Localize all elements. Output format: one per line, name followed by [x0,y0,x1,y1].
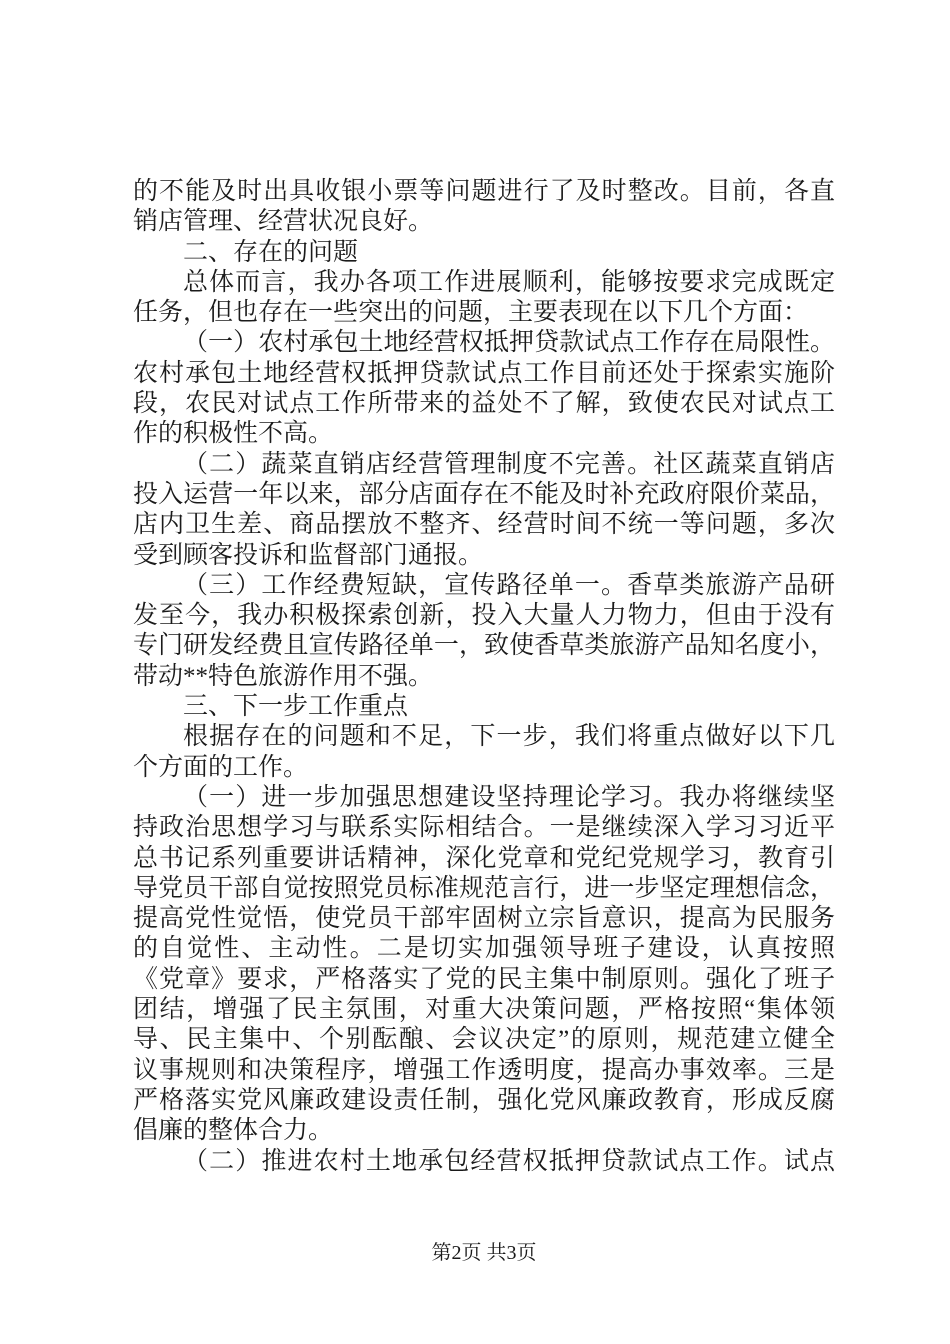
text-line: （三）工作经费短缺，宣传路径单一。香草类旅游产品研 [183,571,835,599]
text-line: 总体而言，我办各项工作进展顺利，能够按要求完成既定 [183,268,835,296]
text-line: 严格落实党风廉政建设责任制，强化党风廉政教育，形成反腐 [133,1086,835,1114]
text-line: 销店管理、经营状况良好。 [133,208,434,236]
paragraph [133,268,835,329]
paragraph [133,328,835,449]
text-line: 根据存在的问题和不足，下一步，我们将重点做好以下几 [183,723,835,751]
paragraph [133,1147,835,1177]
paragraph [133,450,835,571]
section-heading [133,238,835,268]
text-line: 任务，但也存在一些突出的问题，主要表现在以下几个方面： [133,299,809,327]
text-line: 三、下一步工作重点 [183,693,409,721]
text-line: 二、存在的问题 [183,238,359,266]
paragraph [133,722,835,783]
paragraph [133,177,835,238]
page-number-footer: 第2页 共3页 [431,1242,537,1264]
text-line: 倡廉的整体合力。 [133,1117,334,1145]
text-line: 投入运营一年以来，部分店面存在不能及时补充政府限价菜品， [133,480,835,508]
text-line: 团结，增强了民主氛围，对重大决策问题，严格按照“集体领 [133,996,835,1024]
text-line: 提高党性觉悟，使党员干部牢固树立宗旨意识，提高为民服务 [133,905,835,933]
text-line: 的自觉性、主动性。二是切实加强领导班子建设，认真按照 [133,935,835,963]
text-line: 议事规则和决策程序，增强工作透明度，提高办事效率。三是 [133,1056,835,1084]
text-line: （一）进一步加强思想建设坚持理论学习。我办将继续坚 [183,783,835,811]
text-line: 带动**特色旅游作用不强。 [133,662,434,690]
text-line: （一）农村承包土地经营权抵押贷款试点工作存在局限性。 [183,329,835,357]
text-line: 段，农民对试点工作所带来的益处不了解，致使农民对试点工 [133,390,835,418]
text-line: 作的积极性不高。 [133,420,334,448]
paragraph [133,571,835,692]
text-line: 受到顾客投诉和监督部门通报。 [133,541,484,569]
text-line: 店内卫生差、商品摆放不整齐、经营时间不统一等问题，多次 [133,511,835,539]
text-line: 的不能及时出具收银小票等问题进行了及时整改。目前，各直 [133,178,835,205]
text-line: （二）推进农村土地承包经营权抵押贷款试点工作。试点 [183,1147,835,1175]
text-line: 导党员干部自觉按照党员标准规范言行，进一步坚定理想信念， [133,874,835,902]
text-line: 农村承包土地经营权抵押贷款试点工作目前还处于探索实施阶 [133,359,835,387]
text-line: 个方面的工作。 [133,753,309,781]
text-line: 《党章》要求，严格落实了党的民主集中制原则。强化了班子 [133,965,835,993]
text-line: 总书记系列重要讲话精神，深化党章和党纪党规学习，教育引 [133,844,835,872]
text-line: 导、民主集中、个别酝酿、会议决定”的原则，规范建立健全 [133,1026,835,1054]
text-line: 发至今，我办积极探索创新，投入大量人力物力，但由于没有 [133,602,835,630]
text-line: 专门研发经费且宣传路径单一，致使香草类旅游产品知名度小， [133,632,835,660]
text-line: 持政治思想学习与联系实际相结合。一是继续深入学习习近平 [133,814,835,842]
text-line: （二）蔬菜直销店经营管理制度不完善。社区蔬菜直销店 [183,450,835,478]
paragraph [133,783,835,1147]
section-heading [133,692,835,722]
document-body [133,177,835,1177]
